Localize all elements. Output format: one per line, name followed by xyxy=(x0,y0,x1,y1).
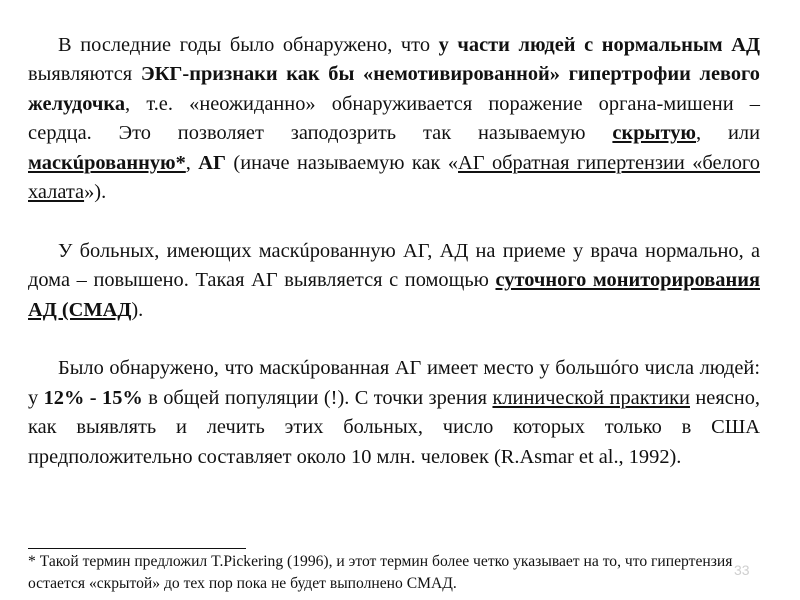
text-run: В последние годы было обнаружено, что xyxy=(58,34,439,56)
paragraph-prevalence xyxy=(28,354,760,472)
footnote-divider xyxy=(28,548,246,549)
text-run-bold: АГ xyxy=(198,151,226,174)
text-run: »). xyxy=(84,181,107,204)
text-run-bold: ЭКГ-признаки как бы «немотивированной» гипертрофии левого желудочка xyxy=(28,63,761,115)
text-run: (иначе называемую как « xyxy=(226,151,459,174)
text-run-underlined: клинической практики xyxy=(492,386,690,409)
text-run-bold: 12% - 15% xyxy=(43,386,143,409)
text-run: неясно, как выявлять и лечить этих больных, число которых только в США предположительно составляет около 10 млн. человек (R.Asmar et al., 1992). xyxy=(28,386,760,468)
text-run: в общей популяции (!). С точки зрения xyxy=(142,386,493,409)
text-run: , или xyxy=(696,122,760,145)
text-run-underlined: АГ обратная гипертензии «белого халата xyxy=(28,151,760,204)
paragraph-smad-detection xyxy=(28,237,760,325)
page-number: 33 xyxy=(734,562,750,578)
text-run: выявляются xyxy=(28,63,141,86)
paragraph-masked-hypertension-intro xyxy=(28,31,760,207)
text-run: , т.е. «неожиданно» обнаруживается поражение органа-мишени – сердца. Это позволяет заподозрить так называемую xyxy=(28,92,760,145)
text-run-bold-underlined: скрытую xyxy=(612,122,696,145)
text-run: ). xyxy=(131,298,144,321)
text-run: У больных, имеющих маскúрованную АГ, АД на приеме у врача нормально, а дома – повышено. Такая АГ выявляется с помощью xyxy=(28,239,760,292)
slide-body xyxy=(28,31,760,472)
text-run: Было обнаружено, что маскúрованная АГ имеет место у большóго числа людей: у xyxy=(28,357,760,409)
text-run-bold-underlined: маскúрованную* xyxy=(28,151,186,174)
text-run: , xyxy=(185,151,199,174)
text-run-bold: у части людей с нормальным АД xyxy=(438,34,760,56)
text-run-bold-underlined: суточного мониторирования АД (СМАД xyxy=(28,269,760,321)
footnote: * Такой термин предложил T.Pickering (1996), и этот термин более четко указывает на то, что гипертензия остается «скрытой» до тех пор пока не будет выполнено СМАД. xyxy=(28,553,733,592)
